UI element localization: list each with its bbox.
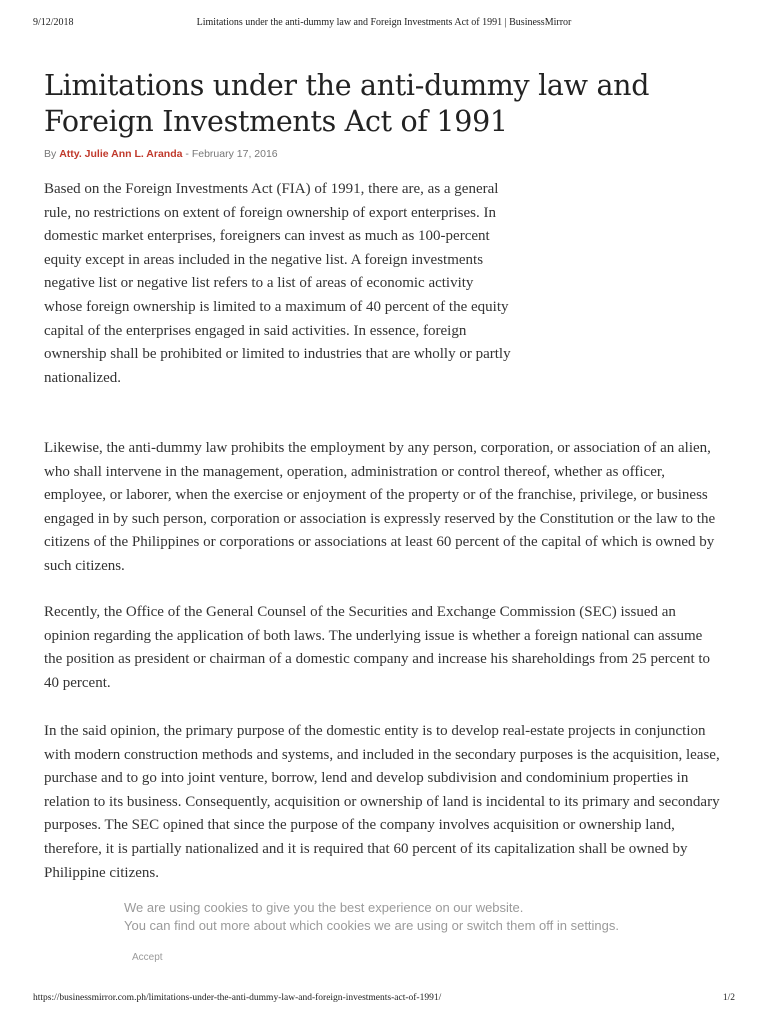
paragraph-4: In the said opinion, the primary purpose of the domestic entity is to develop real-estate projects in conjunction with modern construction methods and systems, and included in the secondary purposes is the acquisition, lease, purchase and to go into joint venture, borrow, lend and develop subdivision and condominium properties in relation to its business. Consequently, acquisition or ownership of land is incidental to its primary and secondary purposes. The SEC opined that since the purpose of the company involves acquisition or ownership land, therefore, it is partially nationalized and it is required that 60 percent of its capitalization shall be owned by Philippine citizens. (44, 723, 720, 881)
author-link[interactable]: Atty. Julie Ann L. Aranda (59, 148, 183, 160)
byline-separator: - (185, 148, 189, 160)
print-date: 9/12/2018 (33, 17, 74, 28)
print-page-title: Limitations under the anti-dummy law and Foreign Investments Act of 1991 | BusinessMirror (196, 17, 572, 28)
byline (44, 148, 278, 160)
byline-by: By (44, 148, 57, 160)
print-url: https://businessmirror.com.ph/limitations-under-the-anti-dummy-law-and-foreign-investments-act-of-1991/ (33, 993, 442, 1003)
cookie-notice (124, 899, 619, 935)
publish-date: February 17, 2016 (191, 148, 278, 160)
paragraph-3: Recently, the Office of the General Counsel of the Securities and Exchange Commission (SEC) issued an opinion regarding the application of both laws. The underlying issue is whether a foreign national can assume the position as president or chairman of a domestic company and increase his shareholdings from 25 percent to 40 percent. (44, 604, 711, 691)
accept-cookies-button[interactable]: Accept (132, 952, 163, 963)
paragraph-1: Based on the Foreign Investments Act (FIA) of 1991, there are, as a general rule, no restrictions on extent of foreign ownership of export enterprises. In domestic market enterprises, foreigners can invest as much as 100-percent equity except in areas included in the negative list. A foreign investments negative list or negative list refers to a list of areas of economic activity whose foreign ownership is limited to a maximum of 40 percent of the equity capital of the enterprises engaged in said activities. In essence, foreign ownership shall be prohibited or limited to industries that are wholly or partly nationalized. (44, 181, 511, 386)
print-page-number: 1/2 (722, 993, 735, 1003)
print-footer (33, 993, 735, 1007)
paragraph-2: Likewise, the anti-dummy law prohibits the employment by any person, corporation, or association of an alien, who shall intervene in the management, operation, administration or control thereof, whether as officer, employee, or laborer, when the exercise or enjoyment of the property or of the franchise, privilege, or business engaged in by such person, corporation or association is expressly reserved by the Constitution or the law to the citizens of the Philippines or corporations or associations at least 60 percent of the capital of which is owned by such citizens. (44, 440, 716, 574)
print-header (33, 17, 735, 31)
article-title: Limitations under the anti-dummy law and Foreign Investments Act of 1991 (44, 69, 650, 138)
cookie-notice-line-2: You can find out more about which cookies we are using or switch them off in settings. (124, 918, 619, 933)
cookie-notice-line-1: We are using cookies to give you the best experience on our website. (124, 900, 524, 915)
